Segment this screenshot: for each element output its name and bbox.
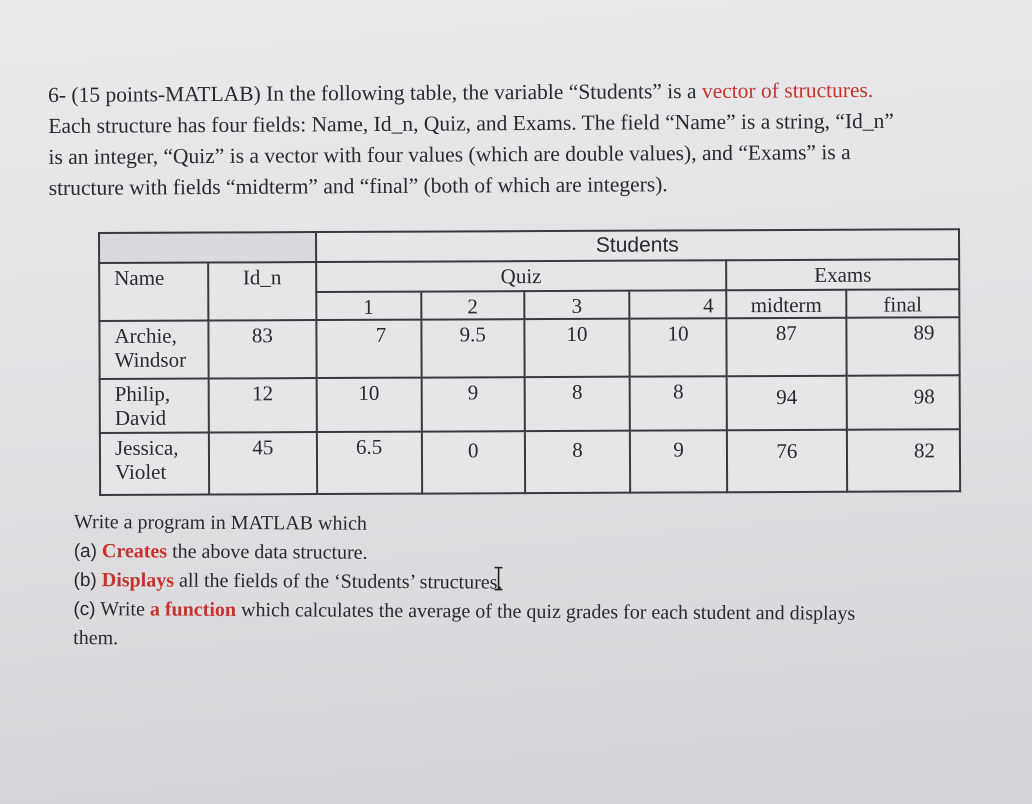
cell-quiz-2: 0 <box>422 431 525 493</box>
cell-quiz-4: 8 <box>630 376 727 430</box>
task-heading: Write a program in MATLAB which <box>73 510 368 535</box>
table-row <box>100 375 960 433</box>
cell-quiz-3: 8 <box>525 431 630 493</box>
task-list <box>73 508 1004 659</box>
header-name: Name <box>99 263 209 321</box>
cell-quiz-1: 6.5 <box>316 432 421 494</box>
highlight-vector-of-structures: vector of structures. <box>701 77 874 104</box>
header-id-n: Id_n <box>208 262 315 320</box>
statement-line-2: Each structure has four fields: Name, Id_n, Quiz, and Exams. The field “Name” is a string, “Id_n” <box>48 108 894 138</box>
task-a: (a) Creates the above data structure. <box>73 540 368 564</box>
cell-quiz-1: 10 <box>316 378 421 432</box>
header-exams: Exams <box>726 259 959 290</box>
cell-quiz-1: 7 <box>316 320 421 378</box>
header-quiz-1: 1 <box>316 292 421 320</box>
highlight-creates: Creates <box>101 540 168 563</box>
cell-name: Philip, David <box>100 379 210 433</box>
table-row <box>99 317 959 379</box>
header-quiz: Quiz <box>316 260 727 292</box>
table-title-students: Students <box>316 229 960 262</box>
statement-line-4: structure with fields “midterm” and “final” (both of which are integers). <box>48 172 668 200</box>
cell-id: 12 <box>209 378 316 432</box>
cell-quiz-4: 10 <box>630 318 727 376</box>
cell-final: 89 <box>846 317 960 375</box>
task-c-continued: them. <box>73 626 119 650</box>
task-b: (b) Displays all the fields of the ‘Students’ structures. <box>73 569 503 594</box>
task-c: (c) Write a function which calculates the average of the quiz grades for each student and displays <box>73 598 856 625</box>
problem-statement <box>48 74 1013 204</box>
header-final: final <box>846 289 959 317</box>
table-row <box>100 429 960 495</box>
cell-quiz-2: 9 <box>421 377 524 431</box>
cell-midterm: 87 <box>727 318 847 377</box>
cell-name: Jessica, Violet <box>100 433 210 495</box>
students-table <box>98 228 961 496</box>
cell-quiz-2: 9.5 <box>421 319 524 377</box>
cell-id: 83 <box>209 320 316 378</box>
statement-line-3: is an integer, “Quiz” is a vector with four values (which are double values), and “Exams” is a <box>48 140 851 169</box>
highlight-a-function: a function <box>149 598 237 621</box>
header-quiz-2: 2 <box>421 291 524 319</box>
cell-quiz-4: 9 <box>630 430 727 492</box>
header-quiz-4: 4 <box>629 290 726 318</box>
table-corner-blank <box>99 232 316 263</box>
cell-id: 45 <box>209 432 317 494</box>
cell-name: Archie, Windsor <box>99 321 209 379</box>
highlight-displays: Displays <box>101 569 175 592</box>
statement-line-1: 6- (15 points-MATLAB) In the following table, the variable “Students” is a vector of structures. <box>48 77 874 107</box>
cell-quiz-3: 10 <box>524 319 629 377</box>
cell-midterm: 76 <box>727 430 847 493</box>
cell-midterm: 94 <box>727 376 847 431</box>
cell-final: 98 <box>846 375 960 429</box>
students-table-wrap <box>98 228 963 494</box>
header-midterm: midterm <box>727 290 846 319</box>
cell-quiz-3: 8 <box>525 377 630 431</box>
cell-final: 82 <box>846 429 960 491</box>
header-quiz-3: 3 <box>524 291 629 319</box>
